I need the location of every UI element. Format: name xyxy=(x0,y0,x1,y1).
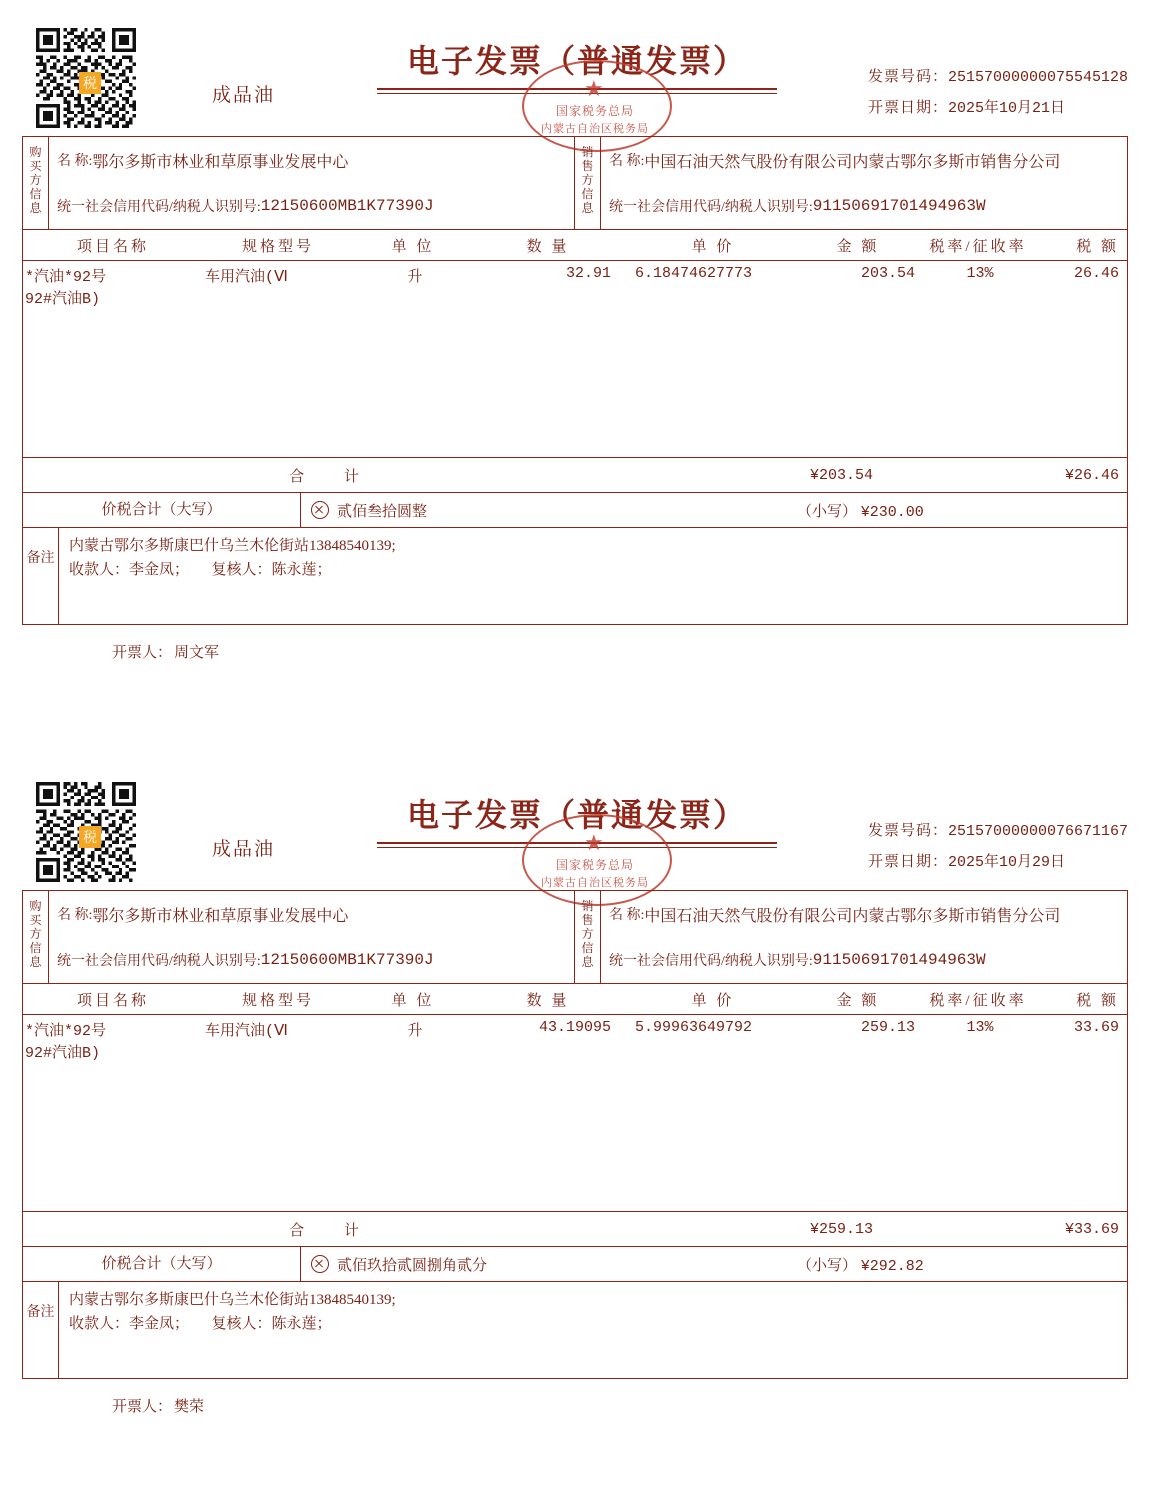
table-row xyxy=(23,1019,1127,1040)
col-item-name: 项目名称 xyxy=(76,238,149,255)
invoice-meta xyxy=(868,816,1128,878)
drawer-label: 开票人： xyxy=(112,645,173,661)
col-tax-rate: 税率/征收率 xyxy=(929,992,1027,1009)
item-price: 6.18474627773 xyxy=(635,265,753,282)
buyer-tab-label: 购买方信息 xyxy=(23,137,49,229)
seal-line-2: 内蒙古自治区税务局 xyxy=(541,877,649,889)
item-spec: 车用汽油(Ⅵ xyxy=(205,269,288,286)
summary-small-value: ¥292.82 xyxy=(860,1257,924,1275)
summary-small-value: ¥230.00 xyxy=(860,503,924,521)
tax-badge: 税 xyxy=(79,826,101,848)
item-amount: 259.13 xyxy=(860,1019,915,1036)
qr-code-icon xyxy=(36,782,136,882)
remark-row xyxy=(23,528,1127,624)
invoice-2 xyxy=(0,754,1150,1508)
buyer-id-value: 12150600MB1K77390J xyxy=(260,197,434,215)
invoice-meta xyxy=(868,62,1128,124)
seller-name-value: 中国石油天然气股份有限公司内蒙古鄂尔多斯市销售分公司 xyxy=(644,907,1061,925)
item-amount: 203.54 xyxy=(860,265,915,282)
seal-line-2: 内蒙古自治区税务局 xyxy=(541,123,649,135)
remark-row xyxy=(23,1282,1127,1378)
item-tax-amount: 33.69 xyxy=(1073,1019,1119,1036)
summary-small-label: （小写） xyxy=(797,1257,858,1274)
invoice-date-value: 2025年10月29日 xyxy=(947,854,1065,871)
col-item-name: 项目名称 xyxy=(76,992,149,1009)
title-rules xyxy=(377,88,777,94)
invoice-number-label: 发票号码： xyxy=(867,69,948,85)
seller-block xyxy=(575,137,1127,229)
item-quantity: 43.19095 xyxy=(538,1019,611,1036)
col-tax-rate: 税率/征收率 xyxy=(929,238,1027,255)
item-quantity: 32.91 xyxy=(565,265,611,282)
seller-tab-label: 销售方信息 xyxy=(575,137,601,229)
col-spec: 规格型号 xyxy=(241,238,314,255)
item-tax-rate: 13% xyxy=(966,1019,994,1036)
seller-tab-label: 销售方信息 xyxy=(575,891,601,983)
seller-id-label: 统一社会信用代码/纳税人识别号: xyxy=(609,954,813,969)
buyer-id-label: 统一社会信用代码/纳税人识别号: xyxy=(57,200,261,215)
seal-line-1: 国家税务总局 xyxy=(555,104,634,118)
invoice-date-row xyxy=(868,93,1128,124)
party-row xyxy=(23,891,1127,984)
invoice-title: 电子发票（普通发票） xyxy=(406,43,747,79)
item-spec-continued: 92#汽油B) xyxy=(25,1045,101,1062)
total-amount: ¥259.13 xyxy=(809,1220,873,1238)
circle-x-icon xyxy=(311,501,329,519)
item-spec-continued: 92#汽油B) xyxy=(25,291,101,308)
total-tax: ¥26.46 xyxy=(1064,466,1119,484)
invoice-number-label: 发票号码： xyxy=(867,823,948,839)
summary-label: 价税合计（大写） xyxy=(23,493,301,527)
col-unit: 单 位 xyxy=(391,238,435,255)
tax-badge: 税 xyxy=(79,72,101,94)
total-row xyxy=(23,458,1127,493)
item-name: *汽油*92号 xyxy=(25,1023,107,1040)
col-tax-amount: 税 额 xyxy=(1076,992,1119,1009)
invoice-date-label: 开票日期： xyxy=(867,854,948,870)
seller-name-value: 中国石油天然气股份有限公司内蒙古鄂尔多斯市销售分公司 xyxy=(644,153,1061,171)
item-unit: 升 xyxy=(407,1023,423,1040)
total-row xyxy=(23,1212,1127,1247)
invoice-date-row xyxy=(868,847,1128,878)
table-row xyxy=(23,265,1127,286)
invoice-title-block xyxy=(377,790,777,848)
items-header-row xyxy=(23,984,1127,1015)
buyer-name-field xyxy=(57,137,566,183)
seller-name-field xyxy=(609,137,1119,183)
remark-line-2: 收款人：李金凤； 复核人：陈永莲； xyxy=(69,562,332,578)
seller-id-value: 91150691701494963W xyxy=(812,951,986,969)
seller-id-value: 91150691701494963W xyxy=(812,197,986,215)
remark-line-2: 收款人：李金凤； 复核人：陈永莲； xyxy=(69,1316,332,1332)
col-unit: 单 位 xyxy=(391,992,435,1009)
invoice-title: 电子发票（普通发票） xyxy=(406,797,747,833)
seller-name-label: 名 称: xyxy=(609,908,645,923)
buyer-id-value: 12150600MB1K77390J xyxy=(260,951,434,969)
invoice-body xyxy=(22,136,1128,625)
qr-code-icon xyxy=(36,28,136,128)
remark-line-1: 内蒙古鄂尔多斯康巴什乌兰木伦街站13848540139; xyxy=(69,1292,396,1308)
seller-id-field xyxy=(609,937,1119,983)
buyer-name-value: 鄂尔多斯市林业和草原事业发展中心 xyxy=(92,907,349,925)
item-spec: 车用汽油(Ⅵ xyxy=(205,1023,288,1040)
col-quantity: 数 量 xyxy=(526,992,570,1009)
remark-tab-label: 备注 xyxy=(23,528,59,624)
invoice-body xyxy=(22,890,1128,1379)
total-label: 合 计 xyxy=(289,468,377,485)
total-amount: ¥203.54 xyxy=(809,466,873,484)
seller-id-label: 统一社会信用代码/纳税人识别号: xyxy=(609,200,813,215)
drawer-value: 樊荣 xyxy=(174,1399,205,1415)
invoice-category: 成品油 xyxy=(212,85,276,106)
total-label: 合 计 xyxy=(289,1222,377,1239)
drawer-row xyxy=(112,1395,1128,1416)
drawer-row xyxy=(112,641,1128,662)
items-body xyxy=(23,1015,1127,1212)
seal-line-1: 国家税务总局 xyxy=(555,858,634,872)
seal-star: ★ xyxy=(584,830,604,855)
buyer-id-label: 统一社会信用代码/纳税人识别号: xyxy=(57,954,261,969)
items-header-row xyxy=(23,230,1127,261)
buyer-block xyxy=(23,137,575,229)
circle-x-icon xyxy=(311,1255,329,1273)
item-name: *汽油*92号 xyxy=(25,269,107,286)
col-amount: 金 额 xyxy=(836,238,880,255)
buyer-id-field xyxy=(57,937,566,983)
invoice-number-value: 25157000000076671167 xyxy=(947,823,1128,840)
col-quantity: 数 量 xyxy=(526,238,570,255)
buyer-name-label: 名 称: xyxy=(57,908,93,923)
seal-star: ★ xyxy=(584,76,604,101)
col-spec: 规格型号 xyxy=(241,992,314,1009)
invoice-number-value: 25157000000075545128 xyxy=(947,69,1128,86)
remark-tab-label: 备注 xyxy=(23,1282,59,1378)
invoice-number-row xyxy=(868,816,1128,847)
summary-row xyxy=(23,493,1127,528)
party-row xyxy=(23,137,1127,230)
invoice-date-value: 2025年10月21日 xyxy=(947,100,1065,117)
buyer-tab-label: 购买方信息 xyxy=(23,891,49,983)
summary-chinese-amount: 贰佰玖拾贰圆捌角贰分 xyxy=(337,1257,488,1274)
invoice-number-row xyxy=(868,62,1128,93)
summary-label: 价税合计（大写） xyxy=(23,1247,301,1281)
item-tax-rate: 13% xyxy=(966,265,994,282)
summary-chinese-amount: 贰佰叁拾圆整 xyxy=(337,503,428,520)
title-rules xyxy=(377,842,777,848)
invoice-date-label: 开票日期： xyxy=(867,100,948,116)
seller-id-field xyxy=(609,183,1119,229)
buyer-name-field xyxy=(57,891,566,937)
item-unit: 升 xyxy=(407,269,423,286)
total-tax: ¥33.69 xyxy=(1064,1220,1119,1238)
seller-name-label: 名 称: xyxy=(609,154,645,169)
col-price: 单 价 xyxy=(691,992,735,1009)
col-price: 单 价 xyxy=(691,238,735,255)
col-tax-amount: 税 额 xyxy=(1076,238,1119,255)
seller-name-field xyxy=(609,891,1119,937)
buyer-name-value: 鄂尔多斯市林业和草原事业发展中心 xyxy=(92,153,349,171)
item-tax-amount: 26.46 xyxy=(1073,265,1119,282)
buyer-id-field xyxy=(57,183,566,229)
invoice-header xyxy=(22,772,1128,890)
drawer-value: 周文军 xyxy=(174,645,220,661)
buyer-block xyxy=(23,891,575,983)
buyer-name-label: 名 称: xyxy=(57,154,93,169)
items-body xyxy=(23,261,1127,458)
invoice-category: 成品油 xyxy=(212,839,276,860)
invoice-title-block xyxy=(377,36,777,94)
invoice-header xyxy=(22,18,1128,136)
summary-row xyxy=(23,1247,1127,1282)
seller-block xyxy=(575,891,1127,983)
remark-line-1: 内蒙古鄂尔多斯康巴什乌兰木伦街站13848540139; xyxy=(69,538,396,554)
drawer-label: 开票人： xyxy=(112,1399,173,1415)
summary-small-label: （小写） xyxy=(797,503,858,520)
col-amount: 金 额 xyxy=(836,992,880,1009)
item-price: 5.99963649792 xyxy=(635,1019,753,1036)
